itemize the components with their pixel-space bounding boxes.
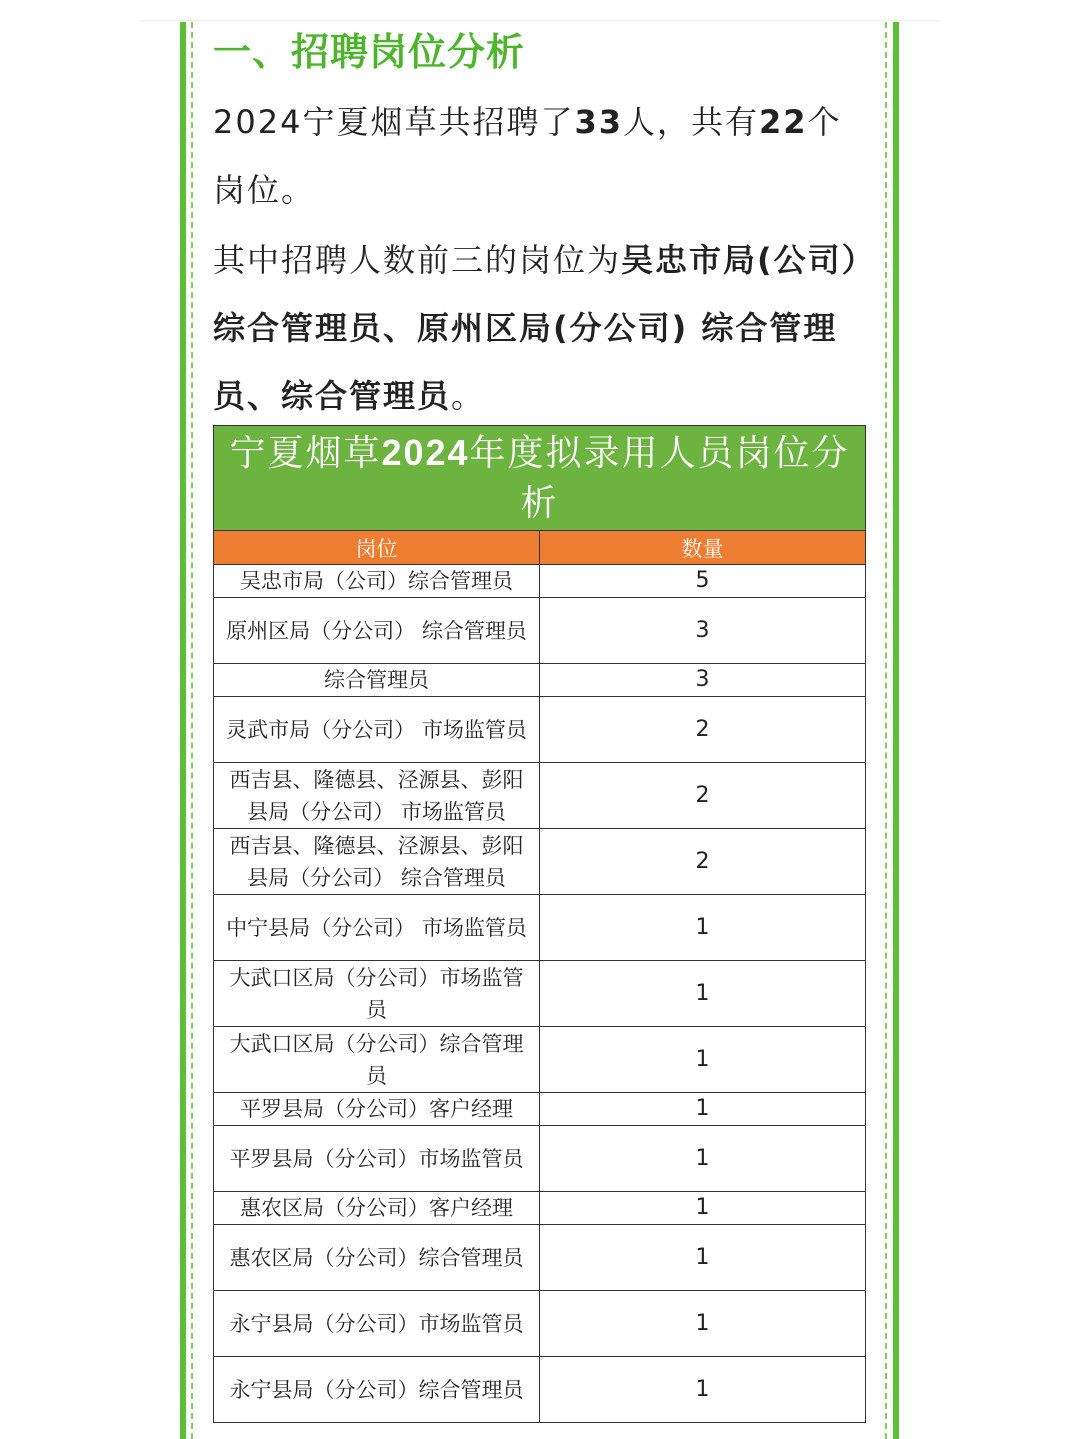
count-cell: 1: [540, 1357, 866, 1423]
table-row: [214, 1126, 865, 1192]
count-cell: 5: [540, 565, 866, 598]
frame-left-border: [180, 22, 186, 1439]
position-cell: 灵武市局（分公司） 市场监管员: [214, 697, 540, 763]
header-position: 岗位: [214, 531, 540, 565]
table-row: [214, 1357, 865, 1423]
top-three-paragraph: [213, 226, 867, 430]
table-row: [214, 565, 865, 598]
position-cell: 原州区局（分公司） 综合管理员: [214, 598, 540, 664]
hire-count: 33: [574, 103, 623, 141]
top-three-end: 。: [451, 377, 486, 415]
table-row: [214, 1192, 865, 1225]
position-cell: 平罗县局（分公司）市场监管员: [214, 1126, 540, 1192]
summary-text-3: 个岗位。: [213, 103, 842, 209]
position-cell: 综合管理员: [214, 664, 540, 697]
frame-right-border: [893, 22, 899, 1439]
position-cell: 永宁县局（分公司）综合管理员: [214, 1357, 540, 1423]
position-cell: 中宁县局（分公司） 市场监管员: [214, 895, 540, 961]
summary-paragraph: [213, 88, 867, 224]
table-title-rest: 年度拟录用人员岗位分析: [469, 433, 850, 524]
count-cell: 3: [540, 598, 866, 664]
top-divider: [140, 20, 940, 21]
table-row: [214, 829, 865, 895]
count-cell: 1: [540, 1126, 866, 1192]
table-row: [214, 664, 865, 697]
count-cell: 2: [540, 829, 866, 895]
header-row: [214, 531, 865, 565]
count-cell: 1: [540, 961, 866, 1027]
frame-left-dashed-line: [191, 22, 193, 1439]
table-row: [214, 1291, 865, 1357]
header-count: 数量: [540, 531, 866, 565]
position-cell: 惠农区局（分公司）客户经理: [214, 1192, 540, 1225]
table-row: [214, 1093, 865, 1126]
count-cell: 1: [540, 1192, 866, 1225]
count-cell: 1: [540, 1093, 866, 1126]
summary-text-2: 人，共有: [622, 103, 759, 141]
table-title: [214, 426, 865, 530]
top-three-positions: 吴忠市局(公司）综合管理员、原州区局(分公司) 综合管理员、综合管理员: [213, 241, 860, 415]
table-row: [214, 598, 865, 664]
frame-right-dashed-line: [885, 22, 887, 1439]
position-cell: 吴忠市局（公司）综合管理员: [214, 565, 540, 598]
table-row: [214, 1027, 865, 1093]
table-title-prefix: 宁夏烟草: [229, 433, 382, 474]
position-cell: 大武口区局（分公司）市场监管员: [214, 961, 540, 1027]
count-cell: 2: [540, 697, 866, 763]
position-analysis-table: [213, 425, 866, 1423]
table-row: [214, 895, 865, 961]
position-cell: 惠农区局（分公司）综合管理员: [214, 1225, 540, 1291]
count-cell: 2: [540, 763, 866, 829]
position-cell: 西吉县、隆德县、泾源县、彭阳县局（分公司） 综合管理员: [214, 829, 540, 895]
table-row: [214, 961, 865, 1027]
position-cell: 永宁县局（分公司）市场监管员: [214, 1291, 540, 1357]
position-cell: 大武口区局（分公司）综合管理员: [214, 1027, 540, 1093]
position-cell: 平罗县局（分公司）客户经理: [214, 1093, 540, 1126]
count-cell: 3: [540, 664, 866, 697]
table-row: [214, 1225, 865, 1291]
count-cell: 1: [540, 1027, 866, 1093]
position-count: 22: [759, 103, 808, 141]
summary-text-1: 2024宁夏烟草共招聘了: [213, 103, 575, 141]
article-content: [213, 24, 867, 430]
data-table: [214, 530, 865, 1422]
position-cell: 西吉县、隆德县、泾源县、彭阳县局（分公司） 市场监管员: [214, 763, 540, 829]
table-title-year: 2024: [381, 432, 470, 473]
section-title: 一、招聘岗位分析: [213, 30, 526, 74]
count-cell: 1: [540, 1225, 866, 1291]
top-three-intro: 其中招聘人数前三的岗位为: [213, 241, 622, 279]
table-row: [214, 697, 865, 763]
table-row: [214, 763, 865, 829]
count-cell: 1: [540, 1291, 866, 1357]
count-cell: 1: [540, 895, 866, 961]
